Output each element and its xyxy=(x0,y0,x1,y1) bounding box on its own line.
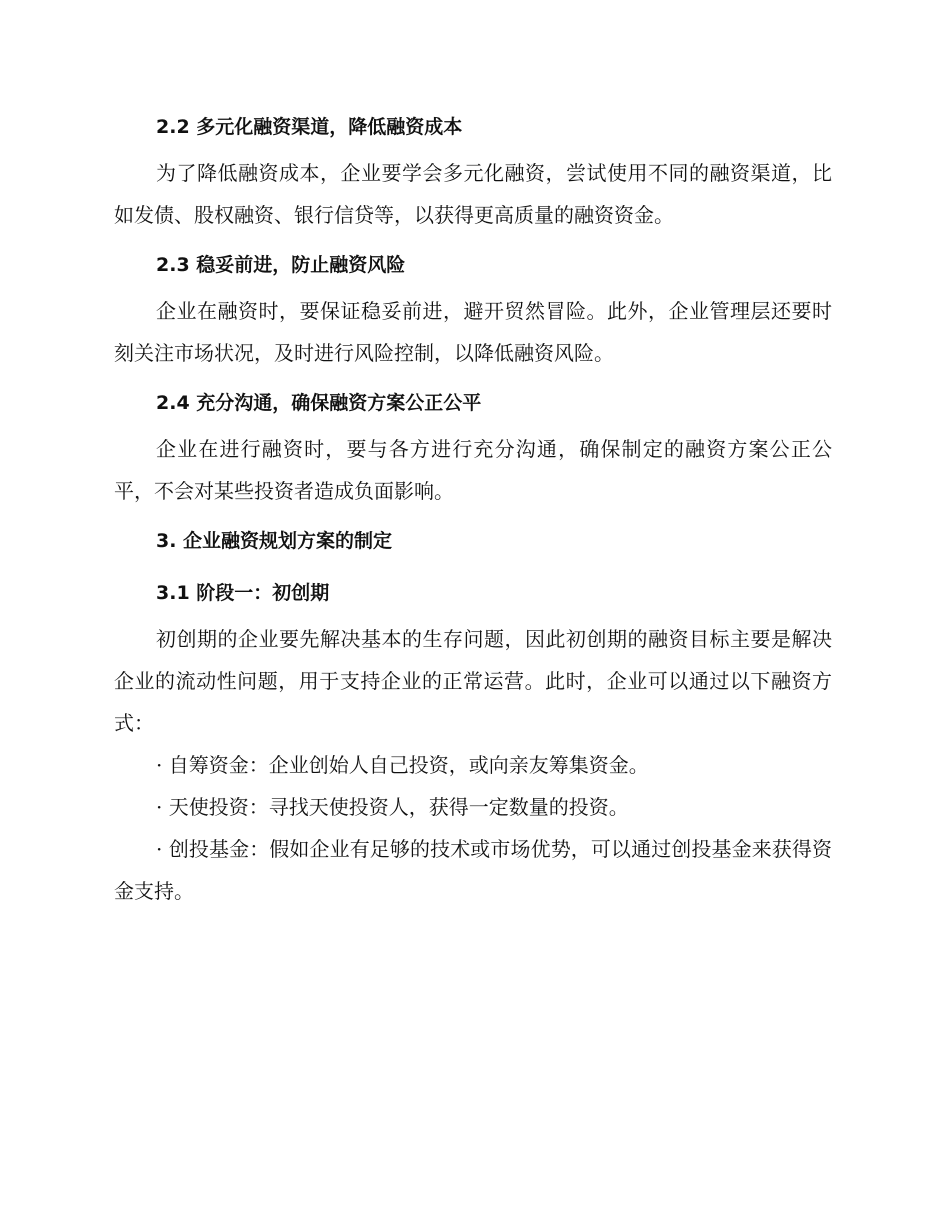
paragraph-2-2: 为了降低融资成本，企业要学会多元化融资，尝试使用不同的融资渠道，比如发债、股权融资、银行信贷等，以获得更高质量的融资资金。 xyxy=(114,161,832,227)
paragraph-3-1: 初创期的企业要先解决基本的生存问题，因此初创期的融资目标主要是解决企业的流动性问题，用于支持企业的正常运营。此时，企业可以通过以下融资方式： xyxy=(114,627,832,735)
section-heading-2-2: 2.2 多元化融资渠道，降低融资成本 xyxy=(156,116,463,138)
section-heading-3-1: 3.1 阶段一：初创期 xyxy=(156,582,330,604)
list-item: · 自筹资金：企业创始人自己投资，或向亲友筹集资金。 xyxy=(156,753,649,777)
paragraph-2-3: 企业在融资时，要保证稳妥前进，避开贸然冒险。此外，企业管理层还要时刻关注市场状况，及时进行风险控制，以降低融资风险。 xyxy=(114,299,832,365)
paragraph-2-4: 企业在进行融资时，要与各方进行充分沟通，确保制定的融资方案公正公平，不会对某些投资者造成负面影响。 xyxy=(114,437,832,503)
list-item: · 创投基金：假如企业有足够的技术或市场优势，可以通过创投基金来获得资金支持。 xyxy=(114,837,832,903)
list-item: · 天使投资：寻找天使投资人，获得一定数量的投资。 xyxy=(156,795,629,819)
section-heading-3: 3. 企业融资规划方案的制定 xyxy=(156,530,393,552)
section-heading-2-4: 2.4 充分沟通，确保融资方案公正公平 xyxy=(156,392,482,414)
section-heading-2-3: 2.3 稳妥前进，防止融资风险 xyxy=(156,254,406,276)
